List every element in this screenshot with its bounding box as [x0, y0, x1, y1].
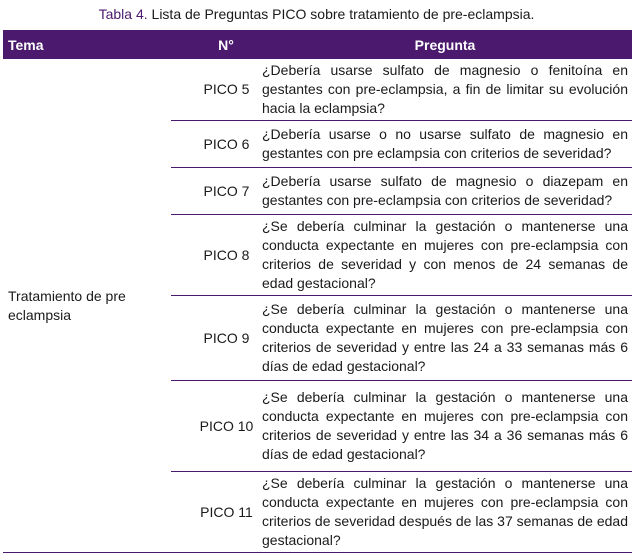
caption-text: Lista de Preguntas PICO sobre tratamiento de pre-eclampsia.	[147, 6, 535, 22]
pico-question: ¿Se debería culminar la gestación o mantenerse una conducta expectante en mujeres con pre-eclampsia con criterios de severidad y con menos de 24 semanas de edad gestacional?	[258, 215, 632, 296]
pico-question: ¿Debería usarse o no usarse sulfato de magnesio en gestantes con pre eclampsia con criterios de severidad?	[258, 121, 632, 168]
pico-question: ¿Debería usarse sulfato de magnesio o fenitoína en gestantes con pre-eclampsia, a fin de limitar su evolución hacia la eclampsia?	[258, 59, 632, 121]
table-header	[3, 30, 632, 59]
header-tema: Tema	[3, 30, 171, 59]
pico-number: PICO 9	[171, 296, 258, 381]
table-body	[3, 59, 632, 553]
header-numero: N°	[171, 30, 258, 59]
caption-label: Tabla 4.	[98, 6, 148, 22]
table-row	[3, 59, 632, 121]
pico-question: ¿Debería usarse sulfato de magnesio o diazepam en gestantes con pre-eclampsia con criterios de severidad?	[258, 168, 632, 215]
pico-number: PICO 10	[171, 381, 258, 472]
pico-number: PICO 8	[171, 215, 258, 296]
table-caption	[0, 0, 633, 30]
pico-number: PICO 7	[171, 168, 258, 215]
pico-question: ¿Se debería culminar la gestación o mantenerse una conducta expectante en mujeres con pre-eclampsia con criterios de severidad después de las 37 semanas de edad gestacional?	[258, 472, 632, 553]
header-row	[3, 30, 632, 59]
pico-number: PICO 6	[171, 121, 258, 168]
pico-question: ¿Se debería culminar la gestación o mantenerse una conducta expectante en mujeres con pre-eclampsia con criterios de severidad y entre las 34 a 36 semanas más 6 días de edad gestacional?	[258, 381, 632, 472]
pico-number: PICO 11	[171, 472, 258, 553]
pico-question: ¿Se debería culminar la gestación o mantenerse una conducta expectante en mujeres con pre-eclampsia con criterios de severidad y entre las 24 a 33 semanas más 6 días de edad gestacional?	[258, 296, 632, 381]
pico-table	[3, 30, 632, 553]
tema-cell: Tratamiento de pre eclampsia	[3, 59, 171, 553]
pico-number: PICO 5	[171, 59, 258, 121]
header-pregunta: Pregunta	[258, 30, 632, 59]
